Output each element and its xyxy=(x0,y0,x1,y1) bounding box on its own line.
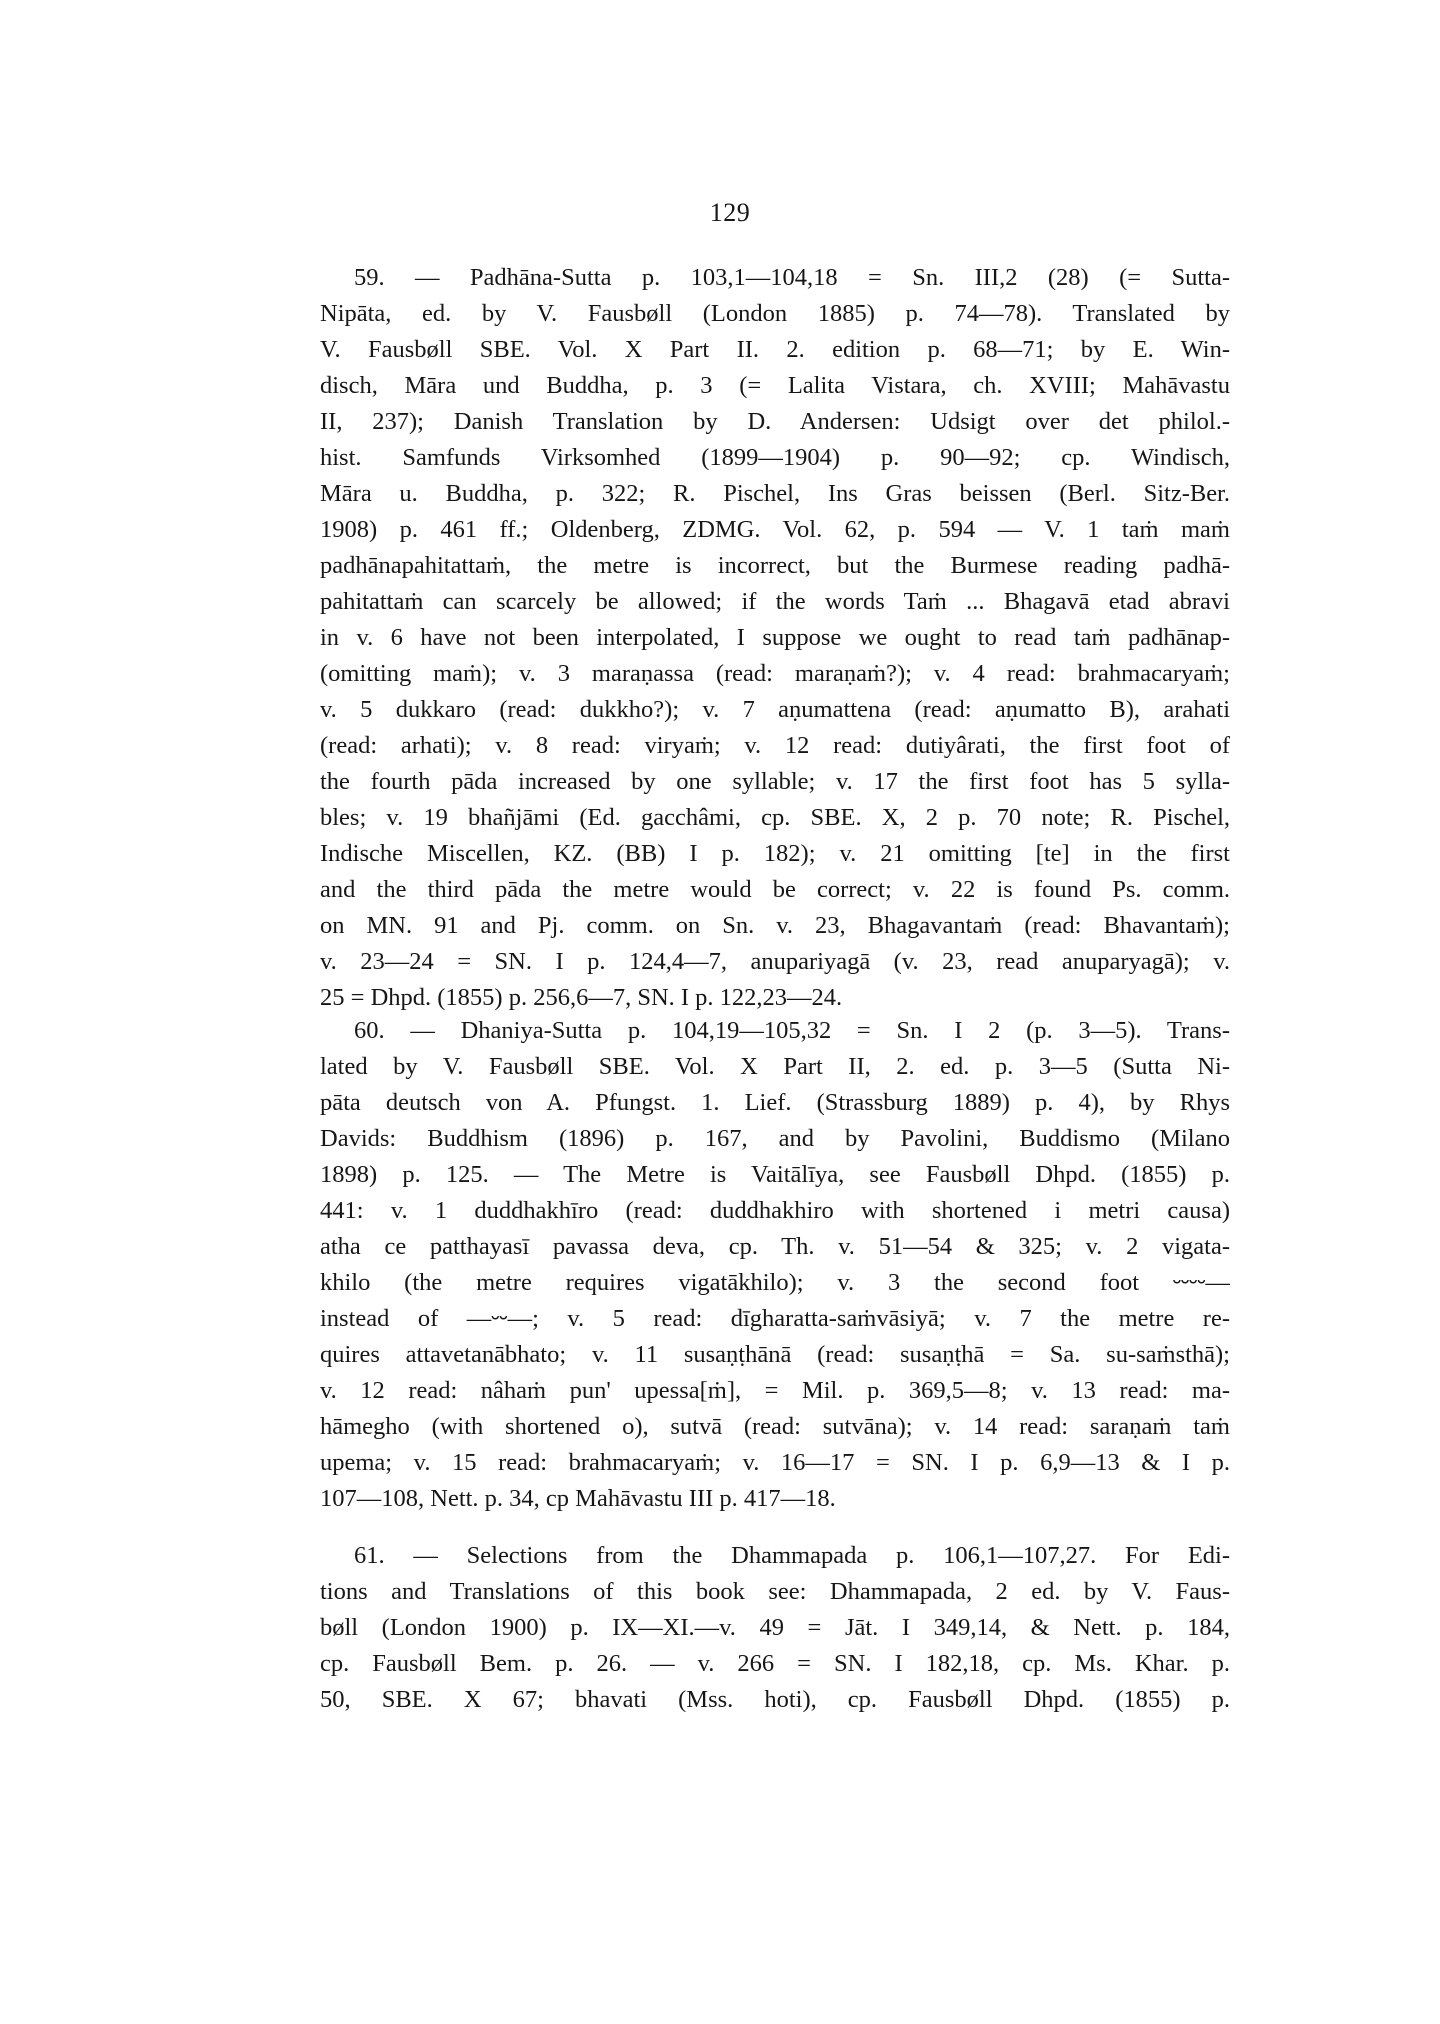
text-line: 61. — Selections from the Dhammapada p. 106,1—107,27. For Edi- xyxy=(354,1542,1230,1569)
text-line: hāmegho (with shortened o), sutvā (read: sutvāna); v. 14 read: saraṇaṁ taṁ xyxy=(320,1413,1230,1440)
text-line: 60. — Dhaniya-Sutta p. 104,19—105,32 = Sn. I 2 (p. 3—5). Trans- xyxy=(354,1017,1230,1044)
text-line: Nipāta, ed. by V. Fausbøll (London 1885) p. 74—78). Translated by xyxy=(320,300,1230,327)
page-number: 129 xyxy=(709,198,751,227)
text-line: in v. 6 have not been interpolated, I suppose we ought to read taṁ padhānap- xyxy=(320,624,1230,651)
text-line: (read: arhati); v. 8 read: viryaṁ; v. 12 read: dutiyârati, the first foot of xyxy=(320,732,1230,759)
text-line: pahitattaṁ can scarcely be allowed; if the words Taṁ ... Bhagavā etad abravi xyxy=(320,588,1230,615)
text-line: 59. — Padhāna-Sutta p. 103,1—104,18 = Sn. III,2 (28) (= Sutta- xyxy=(354,264,1230,291)
text-line: pāta deutsch von A. Pfungst. 1. Lief. (Strassburg 1889) p. 4), by Rhys xyxy=(320,1089,1230,1116)
text-line: v. 12 read: nâhaṁ pun' upessa[ṁ], = Mil. p. 369,5—8; v. 13 read: ma- xyxy=(320,1377,1230,1404)
text-line: disch, Māra und Buddha, p. 3 (= Lalita Vistara, ch. XVIII; Mahāvastu xyxy=(320,372,1230,399)
text-line: V. Fausbøll SBE. Vol. X Part II. 2. edition p. 68—71; by E. Win- xyxy=(320,336,1230,363)
text-line: 50, SBE. X 67; bhavati (Mss. hoti), cp. Fausbøll Dhpd. (1855) p. xyxy=(320,1686,1230,1713)
text-line: 441: v. 1 duddhakhīro (read: duddhakhiro with shortened i metri causa) xyxy=(320,1197,1230,1224)
text-line: Davids: Buddhism (1896) p. 167, and by Pavolini, Buddismo (Milano xyxy=(320,1125,1230,1152)
text-line: v. 5 dukkaro (read: dukkho?); v. 7 aṇumattena (read: aṇumatto B), arahati xyxy=(320,696,1230,723)
text-line: atha ce patthayasī pavassa deva, cp. Th. v. 51—54 & 325; v. 2 vigata- xyxy=(320,1233,1230,1260)
text-line: 1908) p. 461 ff.; Oldenberg, ZDMG. Vol. 62, p. 594 — V. 1 taṁ maṁ xyxy=(320,516,1230,543)
entry-59-paragraph xyxy=(320,260,1230,1016)
text-line: 25 = Dhpd. (1855) p. 256,6—7, SN. I p. 122,23—24. xyxy=(320,984,843,1011)
entry-60-paragraph xyxy=(320,1013,1230,1517)
text-line: on MN. 91 and Pj. comm. on Sn. v. 23, Bhagavantaṁ (read: Bhavantaṁ); xyxy=(320,912,1230,939)
text-line: lated by V. Fausbøll SBE. Vol. X Part II, 2. ed. p. 3—5 (Sutta Ni- xyxy=(320,1053,1230,1080)
text-line: upema; v. 15 read: brahmacaryaṁ; v. 16—17 = SN. I p. 6,9—13 & I p. xyxy=(320,1449,1230,1476)
text-line: bles; v. 19 bhañjāmi (Ed. gacchâmi, cp. SBE. X, 2 p. 70 note; R. Pischel, xyxy=(320,804,1230,831)
text-line: and the third pāda the metre would be correct; v. 22 is found Ps. comm. xyxy=(320,876,1230,903)
text-line: 1898) p. 125. — The Metre is Vaitālīya, see Fausbøll Dhpd. (1855) p. xyxy=(320,1161,1230,1188)
text-line: hist. Samfunds Virksomhed (1899—1904) p. 90—92; cp. Windisch, xyxy=(320,444,1230,471)
text-line: instead of —⏑⏑—; v. 5 read: dīgharatta-saṁvāsiyā; v. 7 the metre re- xyxy=(320,1305,1230,1332)
text-line: bøll (London 1900) p. IX—XI.—v. 49 = Jāt. I 349,14, & Nett. p. 184, xyxy=(320,1614,1230,1641)
text-line: II, 237); Danish Translation by D. Andersen: Udsigt over det philol.- xyxy=(320,408,1230,435)
text-line: padhānapahitattaṁ, the metre is incorrect, but the Burmese reading padhā- xyxy=(320,552,1230,579)
text-line: 107—108, Nett. p. 34, cp Mahāvastu III p. 417—18. xyxy=(320,1485,836,1512)
text-line: (omitting maṁ); v. 3 maraṇassa (read: maraṇaṁ?); v. 4 read: brahmacaryaṁ; xyxy=(320,660,1230,687)
text-line: khilo (the metre requires vigatākhilo); v. 3 the second foot ⏑⏑⏑⏑— xyxy=(320,1269,1230,1296)
text-line: cp. Fausbøll Bem. p. 26. — v. 266 = SN. I 182,18, cp. Ms. Khar. p. xyxy=(320,1650,1230,1677)
text-line: Indische Miscellen, KZ. (BB) I p. 182); v. 21 omitting [te] in the first xyxy=(320,840,1230,867)
text-line: v. 23—24 = SN. I p. 124,4—7, anupariyagā (v. 23, read anuparyagā); v. xyxy=(320,948,1230,975)
text-line: the fourth pāda increased by one syllable; v. 17 the first foot has 5 sylla- xyxy=(320,768,1230,795)
text-line: quires attavetanābhato; v. 11 susaṇṭhānā (read: susaṇṭhā = Sa. su-saṁsthā); xyxy=(320,1341,1230,1368)
entry-61-paragraph xyxy=(320,1538,1230,1718)
text-line: Māra u. Buddha, p. 322; R. Pischel, Ins Gras beissen (Berl. Sitz-Ber. xyxy=(320,480,1230,507)
text-line: tions and Translations of this book see: Dhammapada, 2 ed. by V. Faus- xyxy=(320,1578,1230,1605)
